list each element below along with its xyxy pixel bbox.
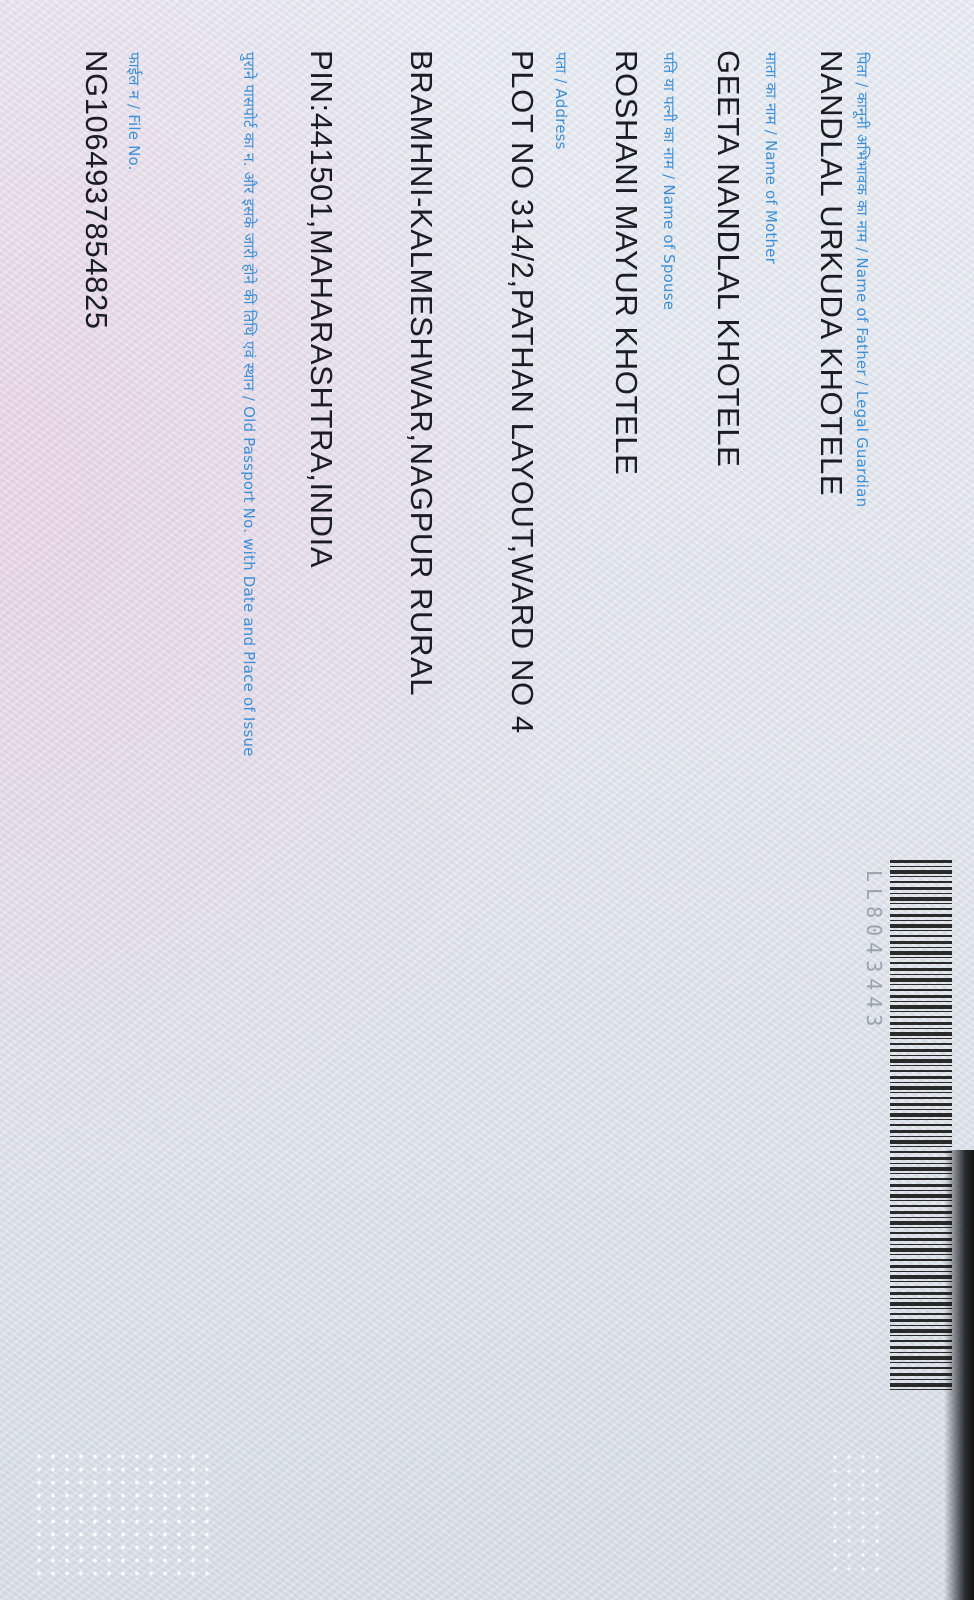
spouse-value: ROSHANI MAYUR KHOTELE xyxy=(609,50,644,476)
address-label: पता / Address xyxy=(552,52,570,150)
father-label: पिता / कानूनी अभिभावक का नाम / Name of Father / Legal Guardian xyxy=(853,52,871,508)
old-passport-label: पुराने पासपोर्ट का न. और इसके जारी होने की तिथि एवं स्थान / Old Passport No. with Date and Place of Issue xyxy=(240,52,258,757)
address-line-1: PLOT NO 314/2,PATHAN LAYOUT,WARD NO 4 xyxy=(505,50,540,734)
barcode-number: LL8043443 xyxy=(862,870,886,1033)
address-line-2: BRAMHNI-KALMESHWAR,NAGPUR RURAL xyxy=(404,50,439,697)
file-no-label: फाईल न / File No. xyxy=(125,52,143,171)
security-dot-pattern-top xyxy=(824,1450,884,1580)
barcode xyxy=(890,860,952,1390)
mother-value: GEETA NANDLAL KHOTELE xyxy=(711,50,746,468)
father-value: NANDLAL URKUDA KHOTELE xyxy=(814,50,849,497)
security-dot-pattern xyxy=(34,1450,214,1580)
file-no-value: NG1064937854825 xyxy=(79,50,114,330)
mother-label: माता का नाम / Name of Mother xyxy=(762,52,780,264)
spouse-label: पति या पत्नी का नाम / Name of Spouse xyxy=(660,52,678,311)
address-line-3: PIN:441501,MAHARASHTRA,INDIA xyxy=(304,50,339,569)
